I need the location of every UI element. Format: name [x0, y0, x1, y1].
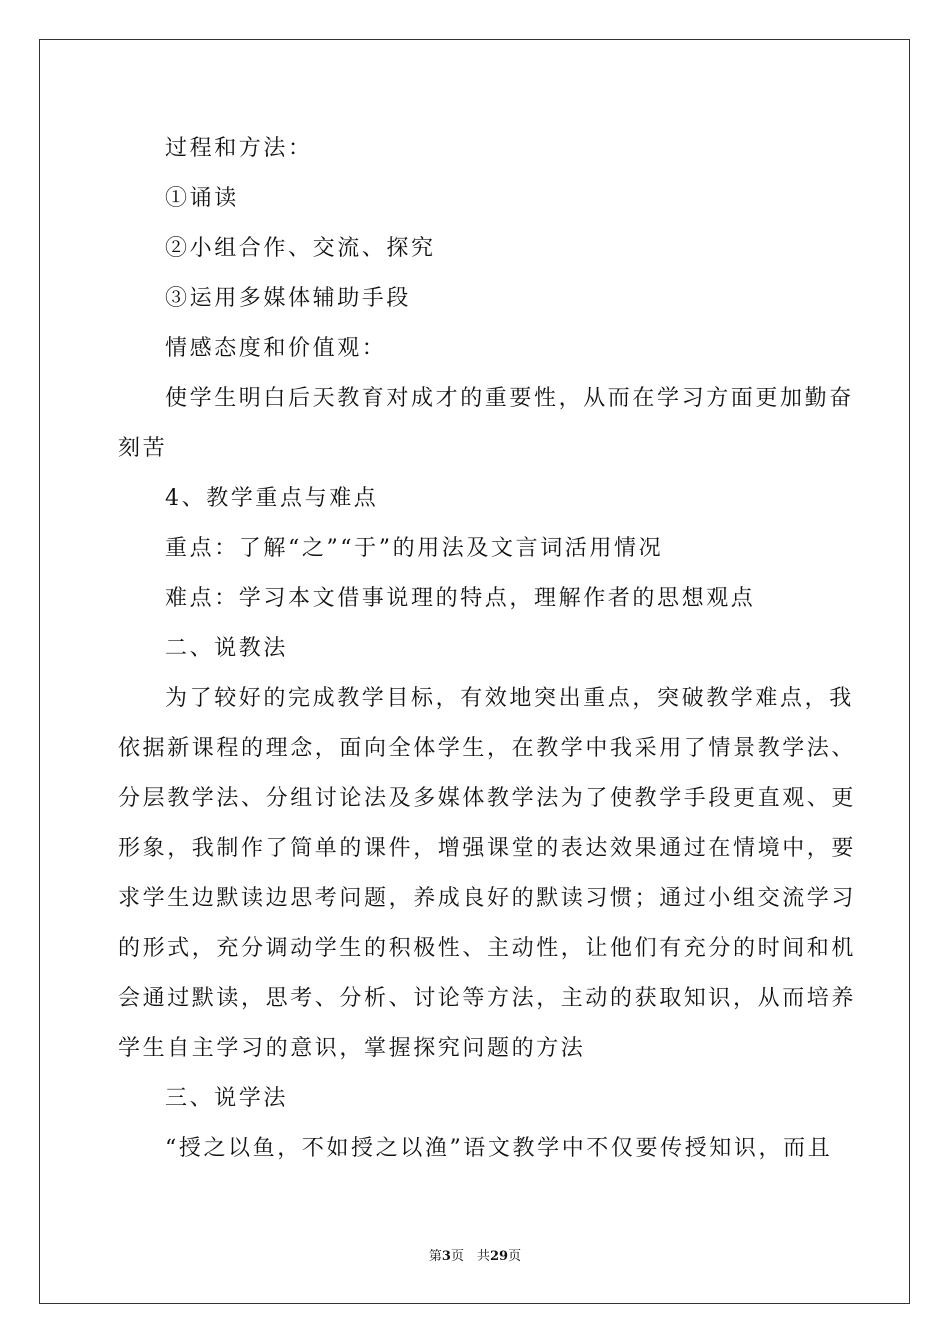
text-line: ②小组合作、交流、探究 — [165, 236, 436, 261]
text-line: 求学生边默读边思考问题，养成良好的默读习惯；通过小组交流学习 — [118, 886, 857, 911]
text-line: “授之以鱼，不如授之以渔”语文教学中不仅要传授知识，而且 — [165, 1136, 833, 1161]
text-line: ③运用多媒体辅助手段 — [165, 286, 412, 311]
current-page-number: 3 — [441, 1249, 451, 1264]
text-line: 会通过默读，思考、分析、讨论等方法，主动的获取知识，从而培养 — [118, 986, 857, 1011]
text-line: 4、教学重点与难点 — [165, 486, 379, 511]
document-body — [118, 124, 857, 1174]
text-line: 过程和方法： — [165, 136, 313, 161]
text-line: 形象，我制作了简单的课件，增强课堂的表达效果通过在情境中，要 — [118, 836, 857, 861]
footer-page-suffix: 页 共 — [450, 1249, 490, 1264]
text-line: 学生自主学习的意识，掌握探究问题的方法 — [118, 1036, 586, 1061]
text-line: 难点：学习本文借事说理的特点，理解作者的思想观点 — [165, 586, 756, 611]
text-line: ①诵读 — [165, 186, 239, 211]
text-line: 分层教学法、分组讨论法及多媒体教学法为了使教学手段更直观、更 — [118, 786, 857, 811]
page-footer — [0, 1245, 950, 1264]
text-line: 二、说教法 — [165, 636, 289, 661]
text-line: 刻苦 — [118, 436, 168, 461]
text-line: 使学生明白后天教育对成才的重要性，从而在学习方面更加勤奋 — [165, 386, 854, 411]
text-line: 重点：了解“之”“于”的用法及文言词活用情况 — [165, 536, 664, 561]
text-line: 依据新课程的理念，面向全体学生，在教学中我采用了情景教学法、 — [118, 736, 857, 761]
footer-total-suffix: 页 — [508, 1249, 522, 1264]
footer-prefix: 第 — [428, 1249, 442, 1264]
total-page-count: 29 — [489, 1249, 509, 1264]
text-line: 为了较好的完成教学目标，有效地突出重点，突破教学难点，我 — [165, 686, 854, 711]
text-line: 的形式，充分调动学生的积极性、主动性，让他们有充分的时间和机 — [118, 936, 857, 961]
text-line: 三、说学法 — [165, 1086, 289, 1111]
text-line: 情感态度和价值观： — [165, 336, 387, 361]
